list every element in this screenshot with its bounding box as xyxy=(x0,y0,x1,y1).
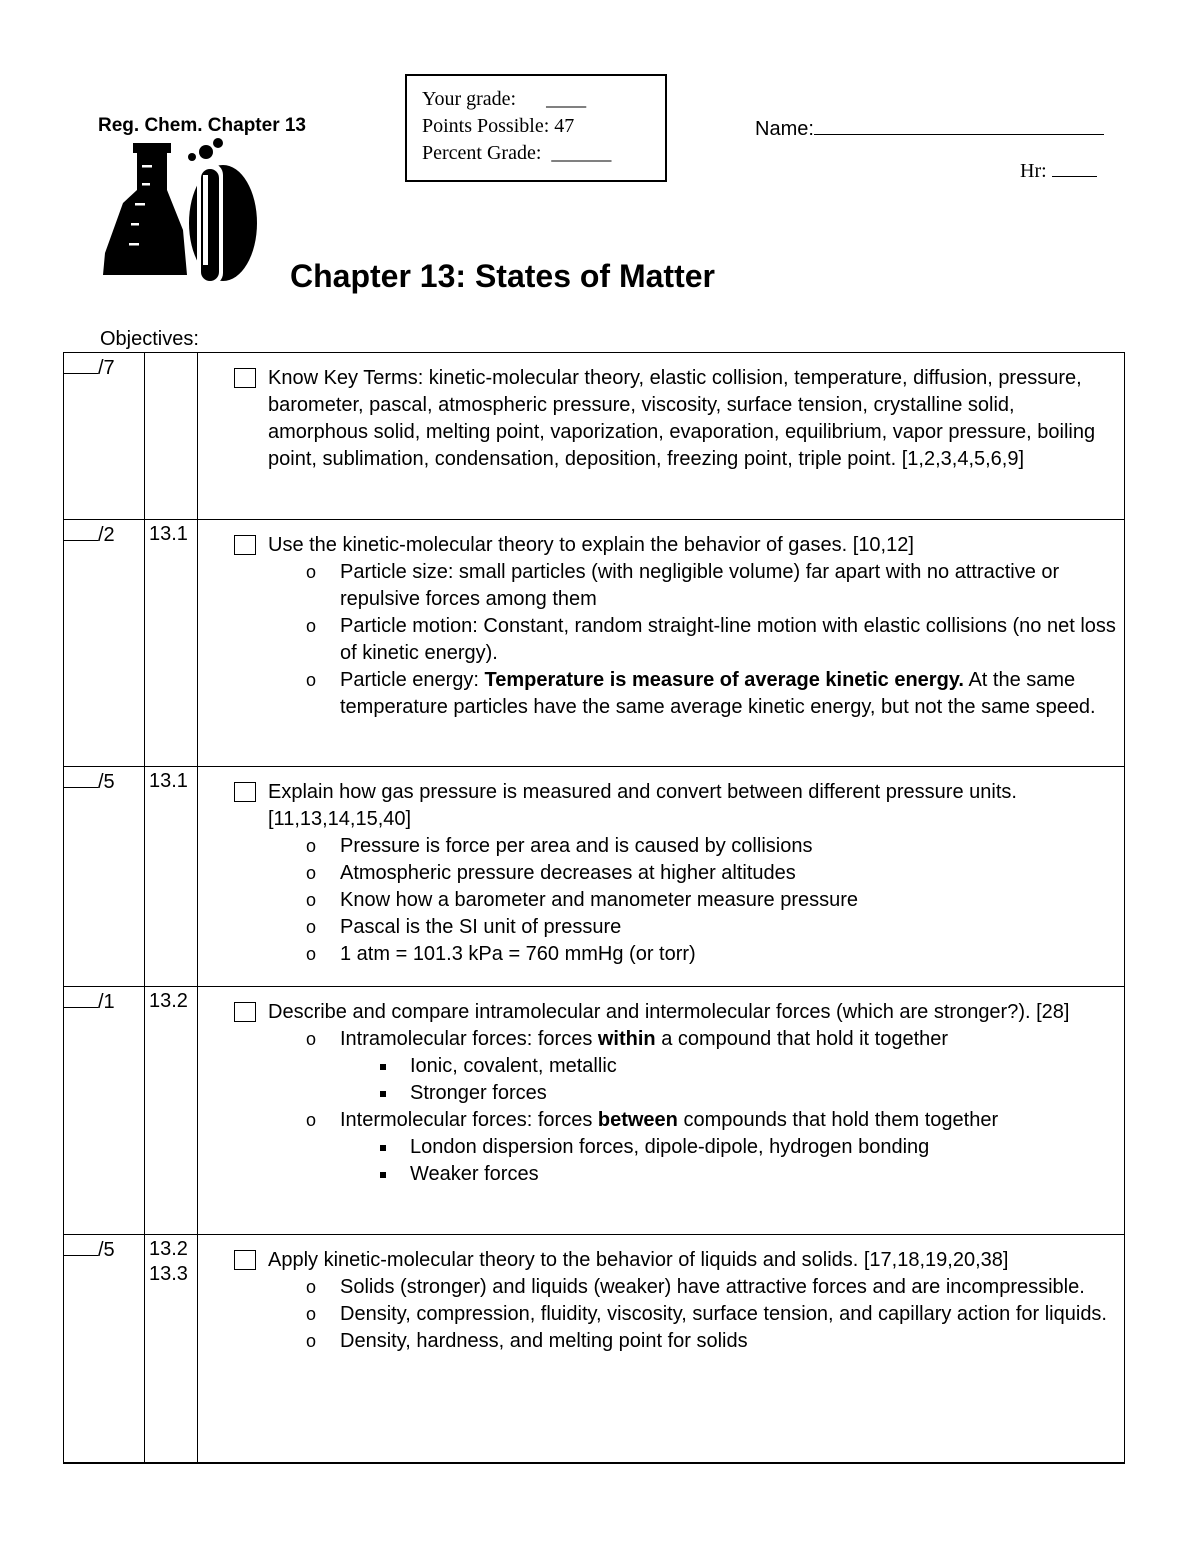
bullet-point: London dispersion forces, dipole-dipole, hydrogen bonding xyxy=(376,1134,1120,1161)
objective-cell xyxy=(198,767,1125,987)
hour-label: Hr: xyxy=(1020,160,1052,182)
sub-point: o Density, compression, fluidity, viscosity, surface tension, and capillary action for liquids. xyxy=(304,1301,1120,1328)
sub-point: o Pascal is the SI unit of pressure xyxy=(304,914,1120,941)
points-cell xyxy=(64,767,145,987)
points-cell xyxy=(64,987,145,1235)
objective-text: Use the kinetic-molecular theory to explain the behavior of gases. [10,12] xyxy=(268,534,914,556)
name-label: Name: xyxy=(755,118,814,140)
bullet-point: Ionic, covalent, metallic xyxy=(376,1053,1120,1080)
objective-row xyxy=(64,520,1125,767)
section-cell xyxy=(145,520,198,767)
objective-cell xyxy=(198,520,1125,767)
page-title: Chapter 13: States of Matter xyxy=(290,258,715,294)
objective-cell xyxy=(198,987,1125,1235)
sub-point: o Intermolecular forces: forces between compounds that hold them together London dispersion forces, dipole-dipole, hydrogen bonding Weaker forces xyxy=(304,1107,1120,1188)
section-number: 13.2 xyxy=(149,990,188,1012)
name-blank[interactable] xyxy=(814,115,1104,135)
points-cell xyxy=(64,520,145,767)
objective-text: Apply kinetic-molecular theory to the behavior of liquids and solids. [17,18,19,20,38] xyxy=(268,1249,1009,1271)
sub-point: o 1 atm = 101.3 kPa = 760 mmHg (or torr) xyxy=(304,941,1120,968)
section-number: 13.1 xyxy=(149,523,188,545)
sub-point: o Particle energy: Temperature is measure of average kinetic energy. At the same temperature particles have the same average kinetic energy, but not the same speed. xyxy=(304,667,1120,721)
points-cell xyxy=(64,1235,145,1463)
sub-point: o Density, hardness, and melting point for solids xyxy=(304,1328,1120,1355)
sub-point: o Intramolecular forces: forces within a compound that hold it together Ionic, covalent, metallic Stronger forces xyxy=(304,1026,1120,1107)
points-cell xyxy=(64,353,145,520)
bullet-point: Stronger forces xyxy=(376,1080,1120,1107)
section-cell xyxy=(145,1235,198,1463)
objective-text: Describe and compare intramolecular and intermolecular forces (which are stronger?). [28] xyxy=(268,1001,1070,1023)
objective-checkbox[interactable] xyxy=(234,1250,256,1270)
sub-point: o Atmospheric pressure decreases at higher altitudes xyxy=(304,860,1120,887)
points-label: /2 xyxy=(98,524,115,546)
score-blank[interactable] xyxy=(64,993,98,1008)
objectives-table xyxy=(63,352,1125,1464)
objective-row xyxy=(64,353,1125,520)
objective-text: Know Key Terms: kinetic-molecular theory, elastic collision, temperature, diffusion, pressure, barometer, pascal, atmospheric pressure, viscosity, surface tension, crystalline solid, amorphous solid, melting point, vaporization, evaporation, equilibrium, vapor pressure, boiling point, sublimation, condensation, deposition, freezing point, triple point. [1,2,3,4,5,6,9] xyxy=(268,367,1096,470)
section-number: 13.2 xyxy=(149,1238,188,1260)
section-cell xyxy=(145,353,198,520)
grade-box xyxy=(405,74,667,182)
section-number: 13.3 xyxy=(149,1263,188,1285)
points-label: /5 xyxy=(98,771,115,793)
objective-text: Explain how gas pressure is measured and convert between different pressure units. [11,13,14,15,40] xyxy=(268,781,1017,830)
bold-phrase: between xyxy=(597,1109,678,1131)
points-label: /1 xyxy=(98,991,115,1013)
objective-checkbox[interactable] xyxy=(234,368,256,388)
hour-blank[interactable] xyxy=(1052,160,1097,177)
objective-checkbox[interactable] xyxy=(234,782,256,802)
course-label: Reg. Chem. Chapter 13 xyxy=(98,115,306,136)
percent-grade-line: Percent Grade: ______ xyxy=(422,142,612,164)
sub-point: o Know how a barometer and manometer measure pressure xyxy=(304,887,1120,914)
hour-field[interactable] xyxy=(1020,160,1097,183)
points-label: /5 xyxy=(98,1239,115,1261)
bold-phrase: Temperature is measure of average kinetic energy. xyxy=(484,669,964,691)
your-grade-line: Your grade: ____ xyxy=(422,88,587,110)
sub-point: o Particle size: small particles (with negligible volume) far apart with no attractive or repulsive forces among them xyxy=(304,559,1120,613)
bold-phrase: within xyxy=(597,1028,656,1050)
bullet-point: Weaker forces xyxy=(376,1161,1120,1188)
objective-row xyxy=(64,987,1125,1235)
score-blank[interactable] xyxy=(64,1241,98,1256)
score-blank[interactable] xyxy=(64,359,98,374)
section-number: 13.1 xyxy=(149,770,188,792)
points-possible-line: Points Possible: 47 xyxy=(422,115,575,137)
sub-point: o Particle motion: Constant, random straight-line motion with elastic collisions (no net loss of kinetic energy). xyxy=(304,613,1120,667)
name-field[interactable] xyxy=(755,115,1104,141)
objective-checkbox[interactable] xyxy=(234,535,256,555)
score-blank[interactable] xyxy=(64,526,98,541)
objective-row xyxy=(64,767,1125,987)
sub-point: o Solids (stronger) and liquids (weaker) have attractive forces and are incompressible. xyxy=(304,1274,1120,1301)
section-cell xyxy=(145,987,198,1235)
sub-point: o Pressure is force per area and is caused by collisions xyxy=(304,833,1120,860)
objective-cell xyxy=(198,1235,1125,1463)
points-label: /7 xyxy=(98,357,115,379)
score-blank[interactable] xyxy=(64,773,98,788)
section-cell xyxy=(145,767,198,987)
objective-cell xyxy=(198,353,1125,520)
objectives-label: Objectives: xyxy=(100,328,199,350)
chemistry-flask-icon xyxy=(95,135,260,285)
objective-checkbox[interactable] xyxy=(234,1002,256,1022)
objective-row xyxy=(64,1235,1125,1463)
